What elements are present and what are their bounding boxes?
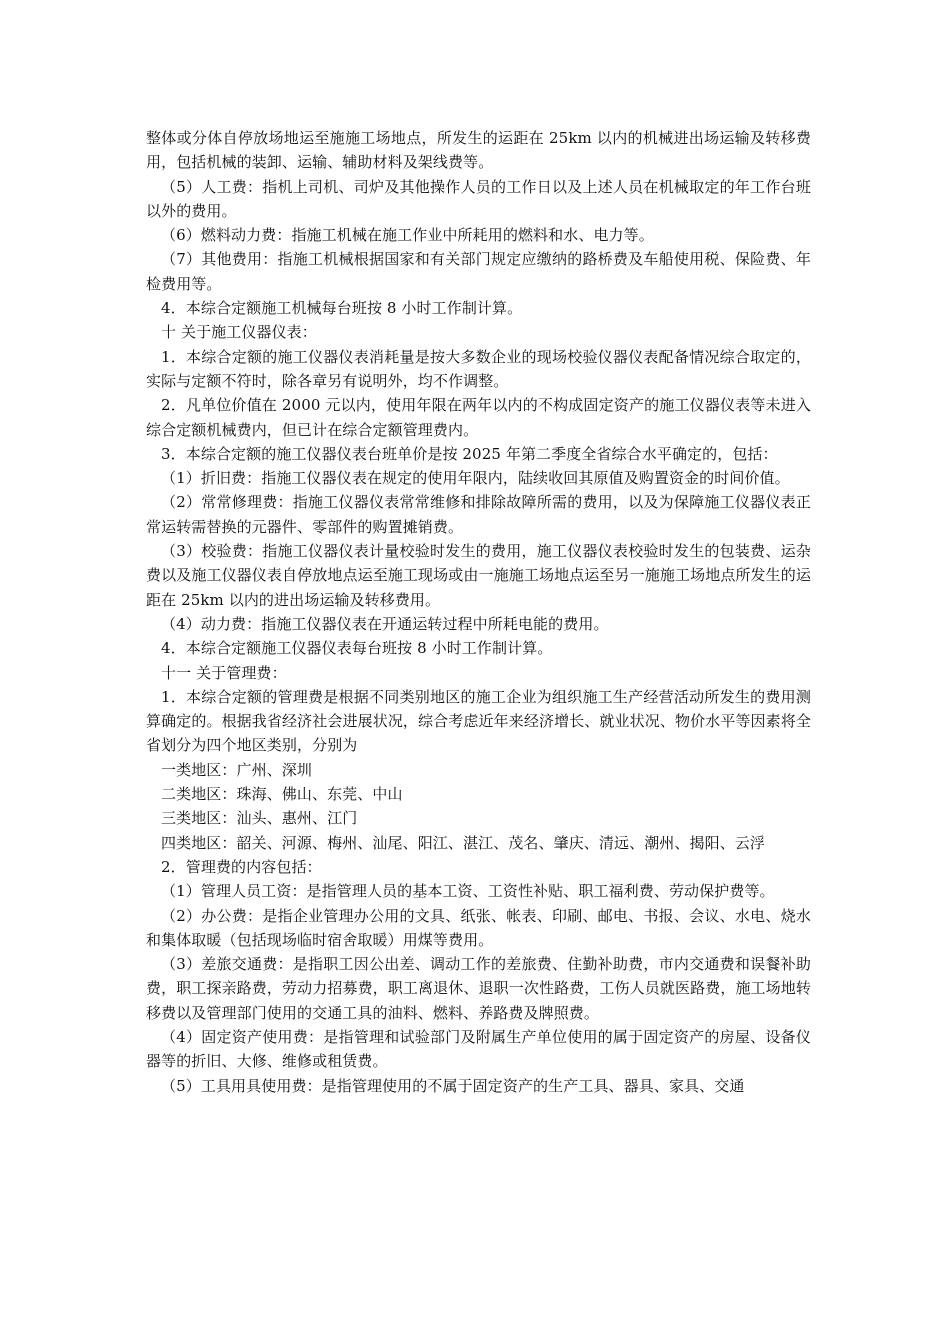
paragraph: 四类地区：韶关、河源、梅州、汕尾、阳江、湛江、茂名、肇庆、清远、潮州、揭阳、云浮 (161, 833, 766, 852)
paragraph: 十一 关于管理费： (161, 663, 287, 682)
paragraph: （2）办公费：是指企业管理办公用的文具、纸张、帐表、印刷、邮电、书报、会议、水电、烧水和集体取暖（包括现场临时宿舍取暖）用煤等费用。 (146, 906, 811, 949)
paragraph: （5）人工费：指机上司机、司炉及其他操作人员的工作日以及上述人员在机械取定的年工作台班以外的费用。 (146, 177, 811, 220)
paragraph: （3）校验费：指施工仪器仪表计量校验时发生的费用，施工仪器仪表校验时发生的包装费、运杂费以及施工仪器仪表自停放地点运至施工现场或由一施施工场地点运至另一施施工场地点所发生的运距在 25km 以内的进出场运输及转移费用。 (146, 542, 811, 609)
paragraph: （5）工具用具使用费：是指管理使用的不属于固定资产的生产工具、器具、家具、交通 (161, 1076, 745, 1095)
paragraph: 二类地区：珠海、佛山、东莞、中山 (161, 785, 403, 804)
paragraph: （3）差旅交通费：是指职工因公出差、调动工作的差旅费、住勤补助费，市内交通费和误餐补助费，职工探亲路费，劳动力招募费，职工离退休、退职一次性路费，工伤人员就医路费，施工场地转移费以及管理部门使用的交通工具的油料、燃料、养路费及牌照费。 (146, 955, 811, 1022)
paragraph: 三类地区：汕头、惠州、江门 (161, 809, 358, 828)
document-body (146, 126, 811, 1098)
paragraph: 2．凡单位价值在 2000 元以内，使用年限在两年以内的不构成固定资产的施工仪器仪表等未进入综合定额机械费内，但已计在综合定额管理费内。 (146, 396, 811, 439)
paragraph: 1．本综合定额的施工仪器仪表消耗量是按大多数企业的现场校验仪器仪表配备情况综合取定的，实际与定额不符时，除各章另有说明外，均不作调整。 (146, 347, 811, 390)
paragraph: （4）固定资产使用费：是指管理和试验部门及附属生产单位使用的属于固定资产的房屋、设备仪器等的折旧、大修、维修或租赁费。 (146, 1027, 811, 1071)
paragraph: 一类地区：广州、深圳 (161, 760, 313, 779)
paragraph: 3．本综合定额的施工仪器仪表台班单价是按 2025 年第二季度全省综合水平确定的，包括： (161, 444, 778, 463)
paragraph: 1．本综合定额的管理费是根据不同类别地区的施工企业为组织施工生产经营活动所发生的费用测算确定的。根据我省经济社会进展状况，综合考虑近年来经济增长、就业状况、物价水平等因素将全省划分为四个地区类别，分别为 (146, 687, 811, 755)
paragraph: （1）折旧费：指施工仪器仪表在规定的使用年限内，陆续收回其原值及购置资金的时间价值。 (161, 469, 790, 488)
paragraph: （1）管理人员工资：是指管理人员的基本工资、工资性补贴、职工福利费、劳动保护费等。 (161, 882, 775, 901)
paragraph: （7）其他费用：指施工机械根据国家和有关部门规定应缴纳的路桥费及车船使用税、保险费、年检费用等。 (146, 250, 811, 293)
paragraph: 4．本综合定额施工仪器仪表每台班按 8 小时工作制计算。 (161, 639, 553, 658)
paragraph: 2．管理费的内容包括： (161, 857, 322, 876)
paragraph: 十 关于施工仪器仪表： (161, 323, 317, 342)
paragraph: 4．本综合定额施工机械每台班按 8 小时工作制计算。 (161, 299, 523, 318)
paragraph: 整体或分体自停放场地运至施施工场地点，所发生的运距在 25km 以内的机械进出场运输及转移费用，包括机械的装卸、运输、辅助材料及架线费等。 (146, 129, 811, 172)
paragraph: （6）燃料动力费：指施工机械在施工作业中所耗用的燃料和水、电力等。 (161, 226, 654, 245)
paragraph: （4）动力费：指施工仪器仪表在开通运转过程中所耗电能的费用。 (161, 614, 609, 633)
paragraph: （2）常常修理费：指施工仪器仪表常常维修和排除故障所需的费用，以及为保障施工仪器仪表正常运转需替换的元器件、零部件的购置摊销费。 (146, 493, 811, 536)
